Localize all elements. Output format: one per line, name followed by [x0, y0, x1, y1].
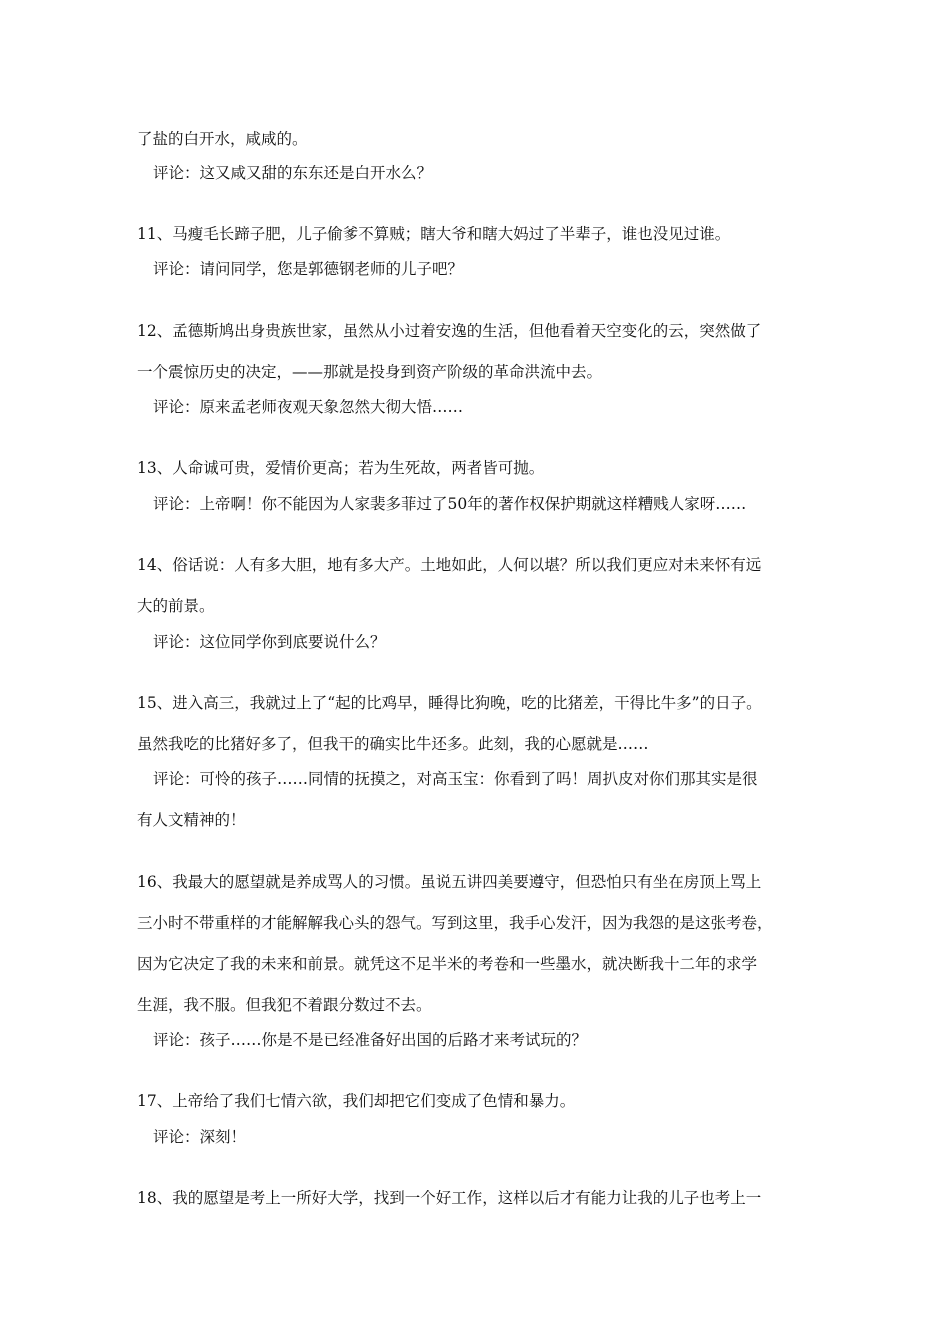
text-line: 11、马瘦毛长蹄子肥，儿子偷爹不算贼；瞎大爷和瞎大妈过了半辈子，谁也没见过谁。: [137, 225, 731, 243]
comment-line: 评论：这又咸又甜的东东还是白开水么？: [153, 164, 433, 182]
comment-line: 评论：请问同学，您是郭德钢老师的儿子吧？: [153, 260, 464, 278]
text-line: 18、我的愿望是考上一所好大学，找到一个好工作，这样以后才有能力让我的儿子也考上一: [137, 1189, 762, 1207]
text-line: 16、我最大的愿望就是养成骂人的习惯。虽说五讲四美要遵守，但恐怕只有坐在房顶上骂上: [137, 873, 762, 891]
comment-line: 评论：上帝啊！你不能因为人家裴多菲过了50年的著作权保护期就这样糟贱人家呀……: [153, 495, 747, 513]
text-line: 了盐的白开水，咸咸的。: [137, 130, 308, 148]
text-line: 大的前景。: [137, 597, 215, 615]
text-line: 有人文精神的！: [137, 811, 246, 829]
comment-line: 评论：孩子……你是不是已经准备好出国的后路才来考试玩的？: [153, 1031, 588, 1049]
text-line: 一个震惊历史的决定，——那就是投身到资产阶级的革命洪流中去。: [137, 363, 603, 381]
text-line: 因为它决定了我的未来和前景。就凭这不足半米的考卷和一些墨水，就决断我十二年的求学: [137, 955, 758, 973]
comment-line: 评论：原来孟老师夜观天象忽然大彻大悟……: [153, 398, 464, 416]
text-line: 13、人命诚可贵，爱情价更高；若为生死故，两者皆可抛。: [137, 459, 545, 477]
text-line: 虽然我吃的比猪好多了，但我干的确实比牛还多。此刻，我的心愿就是……: [137, 735, 649, 753]
text-line: 生涯，我不服。但我犯不着跟分数过不去。: [137, 996, 432, 1014]
comment-line: 评论：深刻！: [153, 1128, 247, 1146]
comment-line: 评论：可怜的孩子……同情的抚摸之，对高玉宝：你看到了吗！周扒皮对你们那其实是很: [153, 770, 758, 788]
text-line: 17、上帝给了我们七情六欲，我们却把它们变成了色情和暴力。: [137, 1092, 576, 1110]
text-line: 12、孟德斯鸠出身贵族世家，虽然从小过着安逸的生活，但他看着天空变化的云，突然做了: [137, 322, 762, 340]
text-line: 三小时不带重样的才能解解我心头的怨气。写到这里，我手心发汗，因为我怨的是这张考卷，: [137, 914, 773, 932]
text-line: 14、俗话说：人有多大胆，地有多大产。土地如此，人何以堪？所以我们更应对未来怀有远: [137, 556, 762, 574]
text-line: 15、进入高三，我就过上了“起的比鸡早，睡得比狗晚，吃的比猪差，干得比牛多”的日子。: [137, 694, 762, 712]
comment-line: 评论：这位同学你到底要说什么？: [153, 633, 386, 651]
